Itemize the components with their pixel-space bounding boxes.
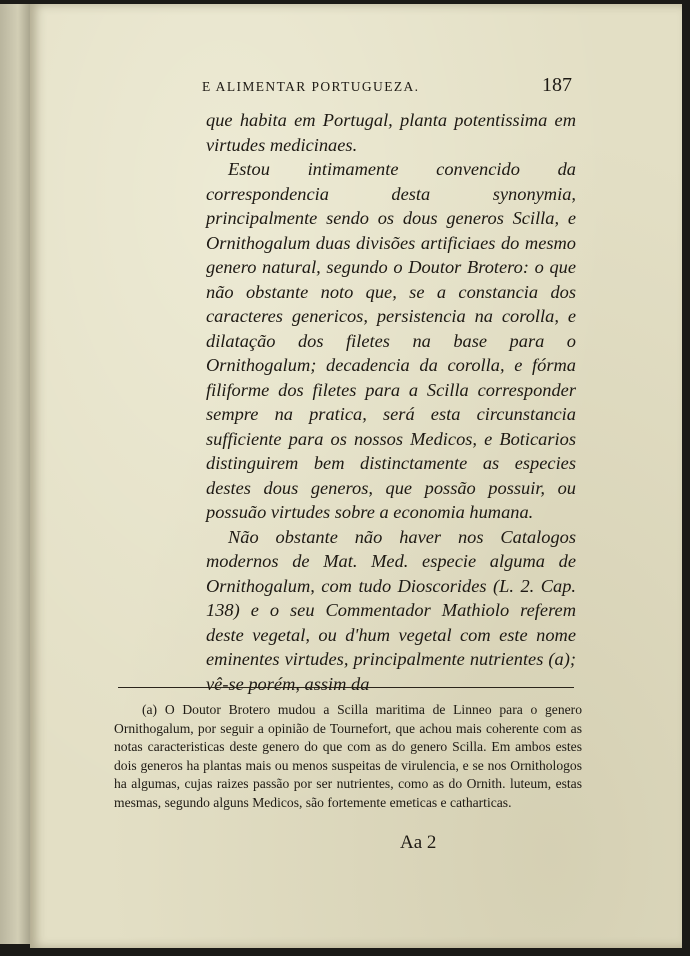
facing-page-edge <box>0 4 30 944</box>
footnote: (a) O Doutor Brotero mudou a Scilla maritima de Linneo para o genero Ornithogalum, por seguir a opinião de Tournefort, que achou mais coherente com as notas caracteristicas deste genero do que com as do genero Scilla. Em ambos estes dois generos ha plantas mais ou menos suspeitas de virulencia, e se nos Ornithologos ha algumas, cujas raizes passão por ser nutrientes, como as do Ornith. luteum, estas mesmas, segundo alguns Medicos, são fortemente emeticas e catharticas. <box>114 702 582 810</box>
paragraph: Não obstante não haver nos Catalogos modernos de Mat. Med. especie alguma de Ornithogalum, com tudo Dioscorides (L. 2. Cap. 138) e o seu Commentador Mathiolo referem deste vegetal, ou d'hum vegetal com este nome eminentes virtudes, principalmente nutrientes (a); vê-se porém, assim da <box>206 526 576 694</box>
signature-mark: Aa 2 <box>400 832 437 853</box>
page-number: 187 <box>542 74 572 96</box>
paragraph: Estou intimamente convencido da correspondencia desta synonymia, principalmente sendo os dous generos Scilla, e Ornithogalum duas divisões artificiaes do mesmo genero natural, segundo o Doutor Brotero: o que não obstante noto que, se a constancia dos caracteres genericos, persistencia na corolla, e dilatação dos filetes na base para o Ornithogalum; decadencia da corolla, e fórma filiforme dos filetes para a Scilla corresponder sempre na pratica, será esta circunstancia sufficiente para os nossos Medicos, e Boticarios distinguirem bem distinctamente as especies destes dous generos, que possão possuir, ou possuão virtudes sobre a economia humana. <box>206 159 576 522</box>
main-text <box>206 108 576 696</box>
page-header <box>202 74 572 97</box>
running-head: E ALIMENTAR PORTUGUEZA. <box>202 79 420 94</box>
paragraph: que habita em Portugal, planta potentissima em virtudes medicinaes. <box>206 110 576 155</box>
book-page <box>30 4 682 948</box>
footnote-rule <box>118 687 574 688</box>
